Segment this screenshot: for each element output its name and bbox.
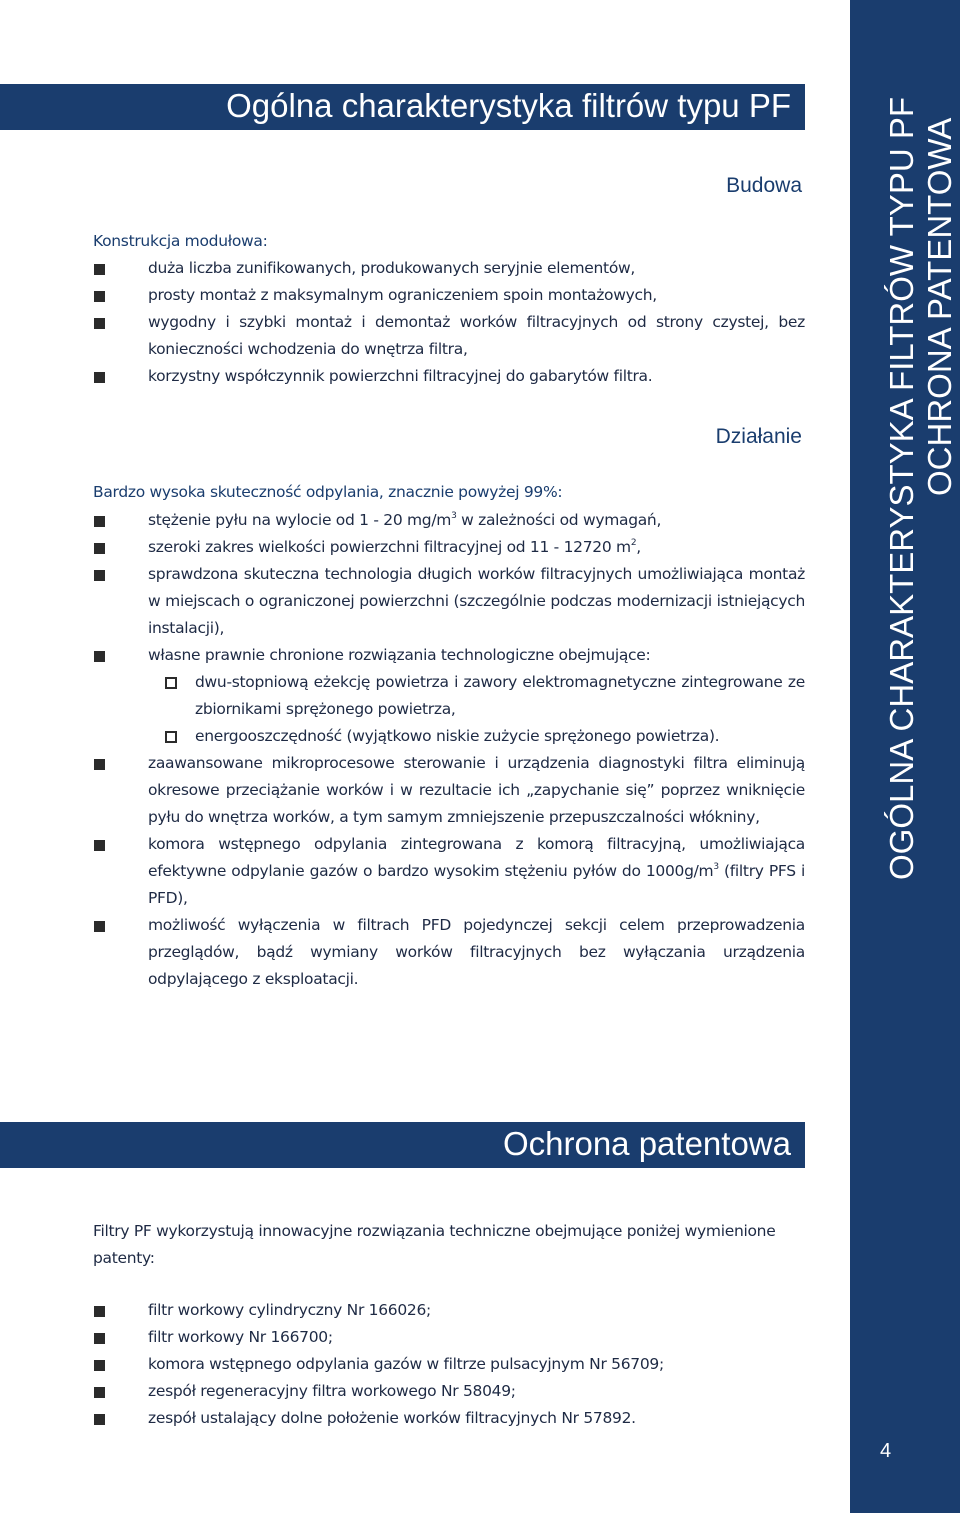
bullet-square-icon [94,318,105,329]
bullet-hollow-square-icon [165,731,177,743]
list-item: sprawdzona skuteczna technologia długich worków filtracyjnych umożliwiająca montaż w miejscach o ograniczonej powierzchni (szczególnie podczas modernizacji istniejących instalacji), [0,561,805,642]
bullet-square-icon [94,543,105,554]
list-item: komora wstępnego odpylania zintegrowana z komorą filtracyjną, umożliwiająca efektywne odpylanie gazów o bardzo wysokim stężeniu pyłów do $1000g/m^3$ (filtry PFS i PFD), [0,831,805,912]
bullet-square-icon [94,759,105,770]
sub-list-item: dwu-stopniową eżekcję powietrza i zawory elektromagnetyczne zintegrowane ze zbiornikami sprężonego powietrza, [0,669,805,723]
bullet-square-icon [94,264,105,275]
bullet-square-icon [94,651,105,662]
section-title-patent: Ochrona patentowa [0,1122,805,1168]
bullet-square-icon [94,921,105,932]
section-heading-dzialanie: Działanie [715,425,802,448]
list-item: własne prawnie chronione rozwiązania technologiczne obejmujące: [0,642,805,669]
list-item: zespół ustalający dolne położenie worków filtracyjnych Nr 57892. [0,1405,805,1432]
side-title-line1: OGÓLNA CHARAKTERYSTYKA FILTRÓW TYPU PF [883,97,920,880]
list-item: duża liczba zunifikowanych, produkowanych seryjnie elementów, [0,255,805,282]
list-item: szeroki zakres wielkości powierzchni filtracyjnej od 11 - 12720 $m^2$, [0,534,805,561]
list-item: wygodny i szybki montaż i demontaż worków filtracyjnych od strony czystej, bez konieczności wchodzenia do wnętrza filtra, [0,309,805,363]
list-item: filtr workowy cylindryczny Nr 166026; [0,1297,805,1324]
list-item: zaawansowane mikroprocesowe sterowanie i urządzenia diagnostyki filtra eliminują okresowe przeciążanie worków i w rezultacie ich „zapychanie się” poprzez wniknięcie pyłu do wnętrza worków, a tym samym zmniejszenie przepuszczalności włókniny, [0,750,805,831]
bullet-square-icon [94,1414,105,1425]
bullet-square-icon [94,570,105,581]
list-item: możliwość wyłączenia w filtrach PFD pojedynczej sekcji celem przeprowadzenia przeglądów, bądź wymiany worków filtracyjnych bez wyłączania urządzenia odpylającego z eksploatacji. [0,912,805,993]
list-item: stężenie pyłu na wylocie od 1 - 20 $mg/m^3$ w zależności od wymagań, [0,507,805,534]
page-title: Ogólna charakterystyka filtrów typu PF [0,84,805,130]
list-item: zespół regeneracyjny filtra workowego Nr 58049; [0,1378,805,1405]
sub-list-item: energooszczędność (wyjątkowo niskie zużycie sprężonego powietrza). [0,723,805,750]
budowa-list [0,255,805,390]
list-item: korzystny współczynnik powierzchni filtracyjnej do gabarytów filtra. [0,363,805,390]
side-title-line2: OCHRONA PATENTOWA [921,117,958,496]
subheading-konstrukcja: Konstrukcja modułowa: [93,232,268,250]
bullet-square-icon [94,372,105,383]
bullet-square-icon [94,840,105,851]
bullet-square-icon [94,1387,105,1398]
bullet-square-icon [94,291,105,302]
bullet-square-icon [94,1360,105,1371]
list-item: filtr workowy Nr 166700; [0,1324,805,1351]
page-number: 4 [880,1440,892,1462]
list-item: prosty montaż z maksymalnym ograniczeniem spoin montażowych, [0,282,805,309]
bullet-hollow-square-icon [165,677,177,689]
bullet-square-icon [94,1306,105,1317]
subheading-skutecznosc: Bardzo wysoka skuteczność odpylania, znacznie powyżej 99%: [93,483,563,501]
section-heading-budowa: Budowa [726,174,802,197]
dzialanie-list [0,507,805,993]
bullet-square-icon [94,1333,105,1344]
patent-list [0,1297,805,1432]
patent-intro: Filtry PF wykorzystują innowacyjne rozwiązania techniczne obejmujące poniżej wymienione patenty: [93,1222,776,1267]
list-item: komora wstępnego odpylania gazów w filtrze pulsacyjnym Nr 56709; [0,1351,805,1378]
bullet-square-icon [94,516,105,527]
